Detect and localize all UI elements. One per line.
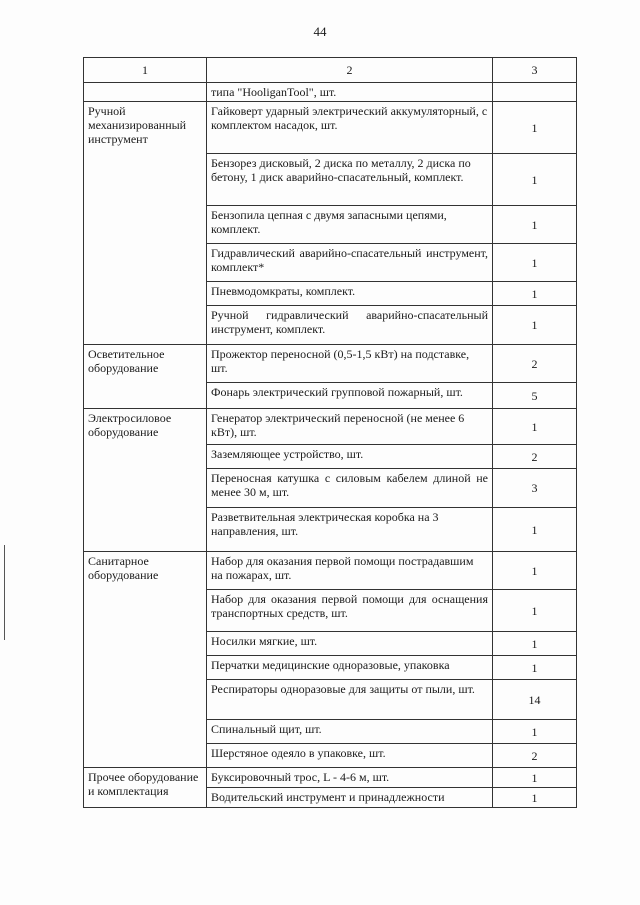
page-number: 44 (313, 24, 327, 39)
table-row (84, 768, 577, 788)
item-qty: 1 (493, 154, 577, 206)
continuation-item: типа "HooliganTool", шт. (207, 83, 493, 102)
item-name: Фонарь электрический групповой пожарный, шт. (207, 383, 493, 409)
column-header-row (84, 58, 577, 83)
item-name: Ручной гидравлический аварийно-спасательный инструмент, комплект. (207, 306, 493, 345)
item-qty: 1 (493, 590, 577, 632)
category-cell: Осветительное оборудование (84, 345, 207, 409)
item-qty: 1 (493, 206, 577, 244)
category-cell: Санитарное оборудование (84, 552, 207, 768)
item-name: Прожектор переносной (0,5-1,5 кВт) на подставке, шт. (207, 345, 493, 383)
item-name: Перчатки медицинские одноразовые, упаковка (207, 656, 493, 680)
item-name: Бензопила цепная с двумя запасными цепями, комплект. (207, 206, 493, 244)
item-qty: 1 (493, 552, 577, 590)
category-cell: Ручной механизированный инструмент (84, 102, 207, 345)
item-qty: 1 (493, 788, 577, 808)
left-margin-mark (4, 545, 5, 640)
table-row (84, 552, 577, 590)
continuation-category-cell (84, 83, 207, 102)
item-qty: 5 (493, 383, 577, 409)
continuation-qty-cell (493, 83, 577, 102)
item-qty: 1 (493, 720, 577, 744)
item-name: Водительский инструмент и принадлежности (207, 788, 493, 808)
item-qty: 1 (493, 656, 577, 680)
item-qty: 2 (493, 345, 577, 383)
item-name: Разветвительная электрическая коробка на 3 направления, шт. (207, 508, 493, 552)
item-qty: 2 (493, 445, 577, 469)
equipment-table (83, 57, 577, 808)
item-qty: 1 (493, 282, 577, 306)
table-row (84, 409, 577, 445)
column-header-3: 3 (493, 58, 577, 83)
item-qty: 1 (493, 244, 577, 282)
item-qty: 14 (493, 680, 577, 720)
item-name: Буксировочный трос, L - 4-6 м, шт. (207, 768, 493, 788)
item-name: Пневмодомкраты, комплект. (207, 282, 493, 306)
column-header-1: 1 (84, 58, 207, 83)
item-qty: 1 (493, 768, 577, 788)
item-name: Заземляющее устройство, шт. (207, 445, 493, 469)
table-row (84, 102, 577, 154)
category-cell: Прочее оборудование и комплектация (84, 768, 207, 808)
item-name: Бензорез дисковый, 2 диска по металлу, 2 диска по бетону, 1 диск аварийно-спасательный, комплект. (207, 154, 493, 206)
item-name: Гидравлический аварийно-спасательный инструмент, комплект* (207, 244, 493, 282)
item-name: Набор для оказания первой помощи пострадавшим на пожарах, шт. (207, 552, 493, 590)
item-name: Респираторы одноразовые для защиты от пыли, шт. (207, 680, 493, 720)
column-header-2: 2 (207, 58, 493, 83)
category-cell: Электросиловое оборудование (84, 409, 207, 552)
item-qty: 2 (493, 744, 577, 768)
item-name: Шерстяное одеяло в упаковке, шт. (207, 744, 493, 768)
item-qty: 1 (493, 409, 577, 445)
item-qty: 1 (493, 632, 577, 656)
item-qty: 3 (493, 469, 577, 508)
item-qty: 1 (493, 508, 577, 552)
item-name: Набор для оказания первой помощи для оснащения транспортных средств, шт. (207, 590, 493, 632)
item-name: Генератор электрический переносной (не менее 6 кВт), шт. (207, 409, 493, 445)
item-qty: 1 (493, 102, 577, 154)
table-row (84, 345, 577, 383)
item-name: Переносная катушка с силовым кабелем длиной не менее 30 м, шт. (207, 469, 493, 508)
item-qty: 1 (493, 306, 577, 345)
item-name: Гайковерт ударный электрический аккумуляторный, с комплектом насадок, шт. (207, 102, 493, 154)
item-name: Носилки мягкие, шт. (207, 632, 493, 656)
item-name: Спинальный щит, шт. (207, 720, 493, 744)
continuation-row (84, 83, 577, 102)
